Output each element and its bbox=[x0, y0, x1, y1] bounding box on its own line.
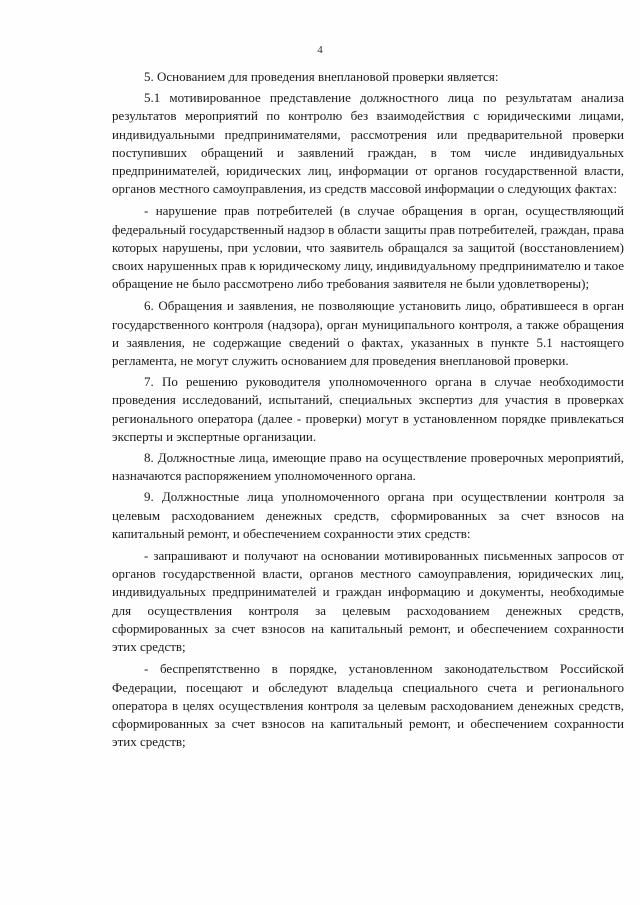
paragraph-5-heading: 5. Основанием для проведения внеплановой проверки является: bbox=[144, 69, 499, 84]
paragraph-5-1: 5.1 мотивированное представление должностного лица по результатам анализа результатов мероприятий по контролю без взаимодействия с юридическими лицами, индивидуальными предпринимателями, рассмотрения или предварительной проверки поступивших обращений и заявлений граждан, в том числе индивидуальных предпринимателей, юридических лиц, информации от органов государственной власти, органов местного самоуправления, из средств массовой информации о следующих фактах: bbox=[112, 90, 624, 197]
paragraph-7: 7. По решению руководителя уполномоченного органа в случае необходимости проведения исследований, испытаний, специальных экспертиз для участия в проверках регионального оператора (далее - проверки) могут в установленном порядке привлекаться эксперты и экспертные организации. bbox=[112, 374, 624, 444]
document-body bbox=[112, 68, 624, 751]
paragraph-9: 9. Должностные лица уполномоченного органа при осуществлении контроля за целевым расходованием денежных средств, сформированных за счет взносов на капитальный ремонт, и обеспечением сохранности этих средств: bbox=[112, 489, 624, 541]
bullet-request-information: - запрашивают и получают на основании мотивированных письменных запросов от органов государственной власти, органов местного самоуправления, юридических лиц, индивидуальных предпринимателей и граждан информацию и документы, необходимые для осуществления контроля за целевым расходованием денежных средств, сформированных за счет взносов на капитальный ремонт, и обеспечением сохранности этих средств; bbox=[112, 548, 624, 655]
paragraph-6: 6. Обращения и заявления, не позволяющие установить лицо, обратившееся в орган государственного контроля (надзора), орган муниципального контроля, а также обращения и заявления, не содержащие сведений о фактах, указанных в пункте 5.1 настоящего регламента, не могут служить основанием для проведения внеплановой проверки. bbox=[112, 298, 624, 369]
bullet-inspect-owner: - беспрепятственно в порядке, установленном законодательством Российской Федерации, посещают и обследуют владельца специального счета и регионального оператора в целях осуществления контроля за целевым расходованием денежных средств, сформированных за счет взносов на капитальный ремонт, и обеспечением сохранности этих средств; bbox=[112, 661, 624, 750]
page-number: 4 bbox=[317, 44, 323, 56]
paragraph-8: 8. Должностные лица, имеющие право на осуществление проверочных мероприятий, назначаются распоряжением уполномоченного органа. bbox=[112, 450, 624, 484]
bullet-consumer-rights: - нарушение прав потребителей (в случае обращения в орган, осуществляющий федеральный государственный надзор в области защиты прав потребителей, граждан, права которых нарушены, при условии, что заявитель обращался за защитой (восстановлением) своих нарушенных прав к юридическому лицу, индивидуальному предпринимателю и такое обращение не было рассмотрено либо требования заявителя не были удовлетворены); bbox=[112, 203, 624, 292]
